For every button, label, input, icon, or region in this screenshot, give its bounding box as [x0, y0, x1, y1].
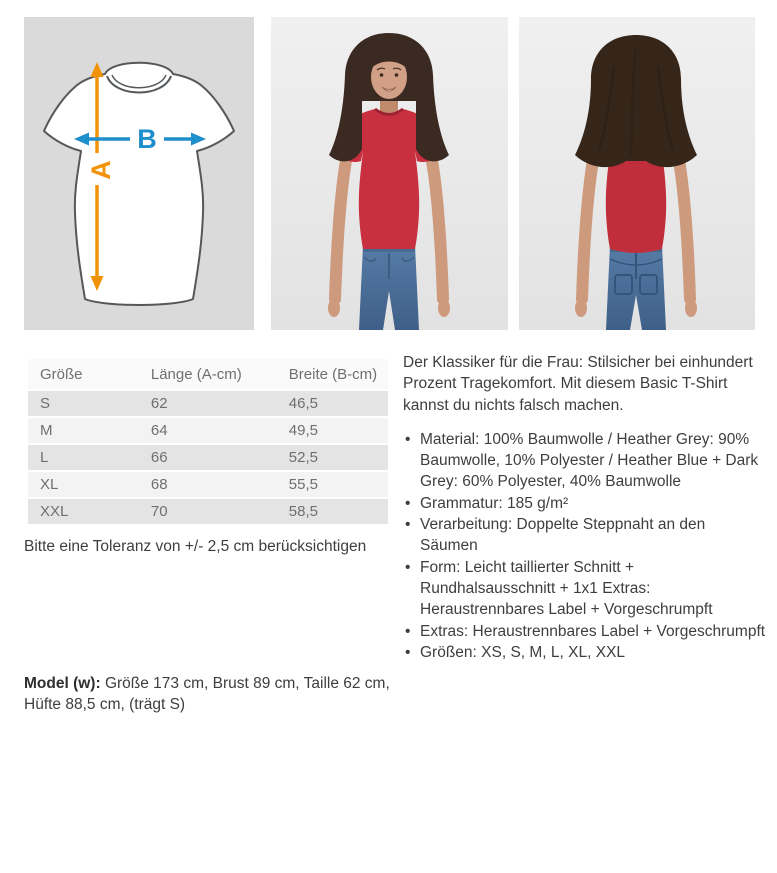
tolerance-note: Bitte eine Toleranz von +/- 2,5 cm berücksichtigen: [24, 538, 367, 555]
cell-length: 62: [150, 395, 168, 412]
size-table: [28, 357, 388, 526]
model-back-illustration: [519, 17, 755, 330]
cell-length: 64: [150, 422, 168, 439]
feature-item-material: • Material: 100% Baumwolle / Heather Grey: 90% Baumwolle, 10% Polyester / Heather Blue + Dark Grey: 60% Polyester, 40% Baumwolle: [403, 429, 766, 493]
product-description: [403, 352, 766, 663]
tshirt-outline-drawing: [24, 17, 254, 330]
model-info-label: Model (w):: [24, 675, 101, 692]
measure-label-a: A: [86, 160, 116, 180]
model-front-photo: [271, 17, 508, 330]
feature-item-extras: • Extras: Heraustrennbares Label + Vorgeschrumpft: [403, 621, 766, 642]
column-header-size: Größe: [28, 359, 139, 389]
cell-length: 70: [150, 503, 168, 520]
table-row: [28, 499, 388, 524]
feature-item-groessen: • Größen: XS, S, M, L, XL, XXL: [403, 642, 766, 663]
cell-size: S: [40, 395, 51, 412]
model-info: [24, 673, 399, 715]
cell-size: L: [40, 449, 49, 466]
model-info-text: Größe 173 cm, Brust 89 cm, Taille 62 cm, Hüfte 88,5 cm, (trägt S): [24, 675, 390, 713]
cell-width: 49,5: [288, 422, 318, 439]
model-back-photo: [519, 17, 755, 330]
table-row: [28, 445, 388, 470]
cell-width: 46,5: [288, 395, 318, 412]
description-intro: Der Klassiker für die Frau: Stilsicher bei einhundert Prozent Tragekomfort. Mit diesem Basic T-Shirt kannst du nichts falsch machen.: [403, 354, 753, 414]
column-header-width: Breite (B-cm): [277, 359, 388, 389]
feature-list: [403, 429, 766, 663]
cell-size: M: [40, 422, 53, 439]
feature-item-grammatur: • Grammatur: 185 g/m²: [403, 493, 766, 514]
cell-length: 68: [150, 476, 168, 493]
size-table-header: [28, 359, 388, 389]
column-header-length: Länge (A-cm): [139, 359, 277, 389]
cell-width: 55,5: [288, 476, 318, 493]
cell-length: 66: [150, 449, 168, 466]
size-diagram: [24, 17, 254, 330]
table-row: [28, 418, 388, 443]
measure-label-b: B: [137, 124, 157, 154]
model-front-illustration: [271, 17, 508, 330]
cell-width: 58,5: [288, 503, 318, 520]
cell-size: XL: [40, 476, 59, 493]
feature-item-verarbeitung: • Verarbeitung: Doppelte Steppnaht an den Säumen: [403, 514, 766, 557]
table-row: [28, 472, 388, 497]
table-row: [28, 391, 388, 416]
feature-item-form: • Form: Leicht taillierter Schnitt + Rundhalsausschnitt + 1x1 Extras: Heraustrennbares Label + Vorgeschrumpft: [403, 557, 766, 621]
cell-size: XXL: [40, 503, 69, 520]
cell-width: 52,5: [288, 449, 318, 466]
